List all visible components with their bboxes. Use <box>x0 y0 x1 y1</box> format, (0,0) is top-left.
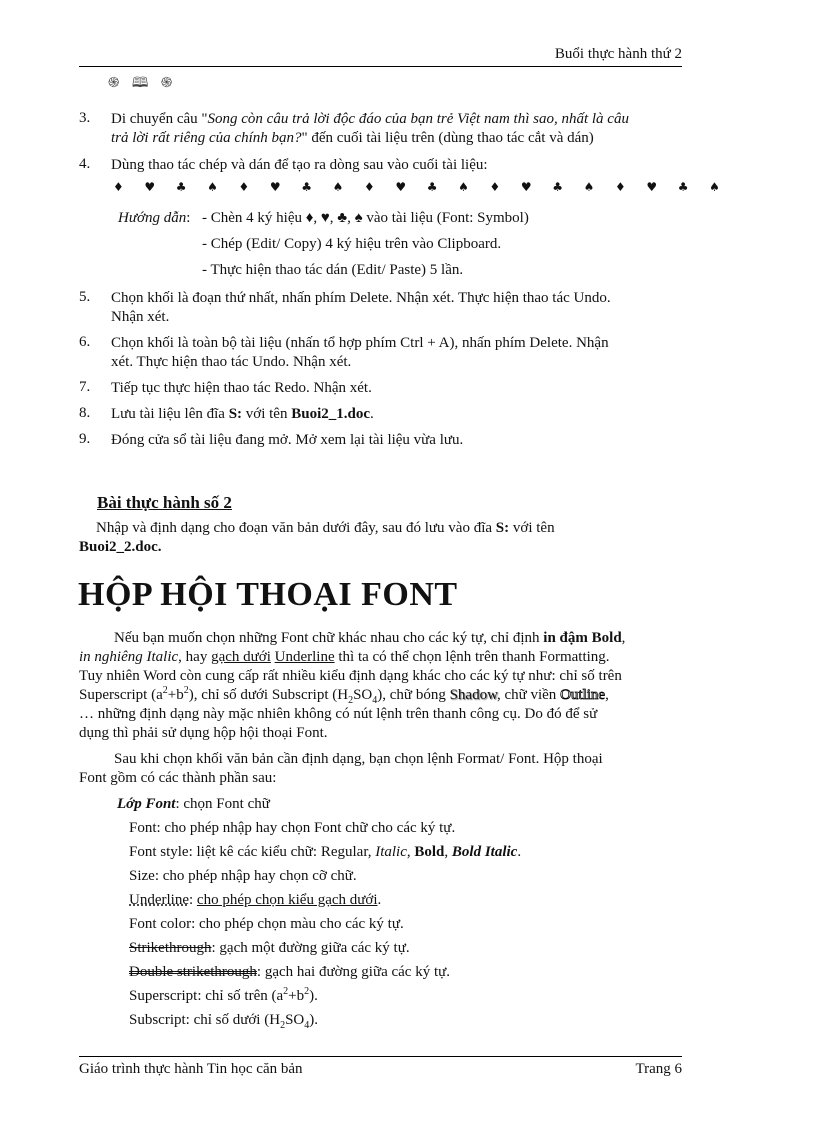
para2-line2: Font gồm có các thành phần sau: <box>79 770 277 786</box>
text: Font style: liệt kê các kiểu chữ: Regular, <box>129 844 376 860</box>
text: : <box>188 892 197 908</box>
text: Superscript (a <box>79 687 163 703</box>
list-number: 5. <box>79 289 91 305</box>
list-number: 7. <box>79 379 91 395</box>
page-header-title: Buổi thực hành thứ 2 <box>554 46 682 62</box>
para1-line1 <box>114 629 625 648</box>
text: Lưu tài liệu lên đĩa <box>111 406 229 422</box>
font-item-style <box>129 844 521 861</box>
para1-line4 <box>79 686 609 705</box>
underline-description: cho phép chọn kiểu gạch dưới <box>196 892 378 908</box>
bold-example: in đậm Bold <box>543 630 622 646</box>
underline-label: Underline <box>129 892 189 908</box>
file-name: Buoi2_1.doc <box>291 406 370 422</box>
card-symbols-row: ♦ ♥ ♣ ♠ ♦ ♥ ♣ ♠ ♦ ♥ ♣ ♠ ♦ ♥ ♣ ♠ ♦ ♥ ♣ ♠ <box>113 180 729 194</box>
subscript: 2 <box>280 1020 286 1031</box>
text: , <box>621 630 626 646</box>
text: Subscript: chỉ số dưới (H <box>129 1012 281 1028</box>
text: +b <box>167 687 184 703</box>
page-number: Trang 6 <box>635 1061 682 1077</box>
ornament: ֍ 🕮 ֍ <box>108 75 177 91</box>
guide-label <box>118 210 190 227</box>
para1-line2 <box>79 648 610 667</box>
text: : gạch hai đường giữa các ký tự. <box>256 964 451 980</box>
guide-line-3: - Thực hiện thao tác dán (Edit/ Paste) 5 lần. <box>202 262 464 278</box>
text: , <box>444 844 452 860</box>
list-item-5-line1: Chọn khối là đoạn thứ nhất, nhấn phím Delete. Nhận xét. Thực hiện thao tác Undo. <box>111 290 611 306</box>
footer-rule <box>79 1056 682 1057</box>
text: ), chữ bóng <box>377 687 450 703</box>
font-tab-line <box>117 795 270 814</box>
drive-name: S: <box>228 406 243 422</box>
text: Nếu bạn muốn chọn những Font chữ khác nhau cho các ký tự, chỉ định <box>114 630 544 646</box>
footer-book-title: Giáo trình thực hành Tin học căn bản <box>79 1061 303 1077</box>
text: SO <box>353 687 373 703</box>
text: Superscript: chỉ số trên (a <box>129 988 284 1004</box>
text: SO <box>285 1012 305 1028</box>
text: thì ta có thể chọn lệnh trên thanh Formatting. <box>334 649 610 665</box>
text: : chọn Font chữ <box>175 796 270 812</box>
font-item-underline <box>129 892 381 909</box>
list-item-6-line2: xét. Thực hiện thao tác Undo. Nhận xét. <box>111 354 352 370</box>
list-item-8-line1 <box>111 405 374 424</box>
text: : <box>186 210 191 226</box>
list-item-6-line1: Chọn khối là toàn bộ tài liệu (nhấn tổ hợp phím Ctrl + A), nhấn phím Delete. Nhận <box>111 335 609 351</box>
list-number: 8. <box>79 405 91 421</box>
outline-example: Outline <box>560 687 606 703</box>
subscript: 4 <box>304 1020 310 1031</box>
list-number: 6. <box>79 334 91 350</box>
text: , <box>605 687 609 703</box>
text: , <box>406 844 415 860</box>
text: với tên <box>509 520 555 536</box>
text: +b <box>288 988 305 1004</box>
font-item-superscript <box>129 988 318 1005</box>
double-strikethrough-label: Double strikethrough <box>129 964 257 980</box>
underline-word: Underline <box>274 649 335 665</box>
text: ). <box>309 988 318 1004</box>
font-item-font: Font: cho phép nhập hay chọn Font chữ cho các ký tự. <box>129 820 456 836</box>
subscript: 4 <box>372 695 378 706</box>
shadow-example: Shadow <box>449 687 497 703</box>
font-item-double-strikethrough <box>129 964 450 981</box>
text: . <box>369 406 374 422</box>
text: . <box>517 844 522 860</box>
list-item-3-line1 <box>111 110 629 129</box>
guide-line-1: - Chèn 4 ký hiệu ♦, ♥, ♣, ♠ vào tài liệu (Font: Symbol) <box>202 210 529 226</box>
guide-line-2: - Chép (Edit/ Copy) 4 ký hiệu trên vào Clipboard. <box>202 236 502 252</box>
list-item-9-line1: Đóng cửa sổ tài liệu đang mở. Mở xem lại tài liệu vừa lưu. <box>111 432 464 448</box>
italic-example: Italic <box>375 844 407 860</box>
text: , chữ viền <box>496 687 561 703</box>
text: " đến cuối tài liệu trên (dùng thao tác cắt và dán) <box>301 130 594 146</box>
text: ), chỉ số dưới Subscript (H <box>188 687 349 703</box>
superscript: 2 <box>162 685 168 696</box>
text: Nhập và định dạng cho đoạn văn bản dưới đây, sau đó lưu vào đĩa <box>96 520 496 536</box>
quoted-sentence-end: trả lời rất riêng của chính bạn? <box>111 130 302 146</box>
file-name: Buoi2_2.doc <box>79 539 158 555</box>
font-dialog-heading: HỘP HỘI THOẠI FONT <box>78 576 458 613</box>
guide-label-text: Hướng dẫn <box>118 210 187 226</box>
font-item-strikethrough <box>129 940 410 957</box>
superscript: 2 <box>283 986 289 997</box>
section-title: Bài thực hành số 2 <box>97 493 232 512</box>
list-number: 3. <box>79 110 91 126</box>
italic-example: in nghiêng Italic <box>79 649 179 665</box>
para1-line6: dụng thì phải sử dụng hộp hội thoại Font. <box>79 725 328 741</box>
text: với tên <box>242 406 292 422</box>
text: . <box>377 892 382 908</box>
list-item-5-line2: Nhận xét. <box>111 309 170 325</box>
quoted-sentence: Song còn câu trả lời độc đáo của bạn trẻ Việt nam thì sao, nhất là câu <box>207 111 629 127</box>
text: : gạch một đường giữa các ký tự. <box>211 940 410 956</box>
superscript: 2 <box>183 685 189 696</box>
text: . <box>157 539 162 555</box>
drive-name: S: <box>495 520 510 536</box>
bold-italic-example: Bold Italic <box>451 844 518 860</box>
para2-line1: Sau khi chọn khối văn bản cần định dạng, bạn chọn lệnh Format/ Font. Hộp thoại <box>114 751 603 767</box>
section-intro-line2 <box>79 539 162 556</box>
underline-example: gạch dưới <box>211 649 271 665</box>
font-item-subscript <box>129 1012 318 1029</box>
header-rule <box>79 66 682 67</box>
font-item-size: Size: cho phép nhập hay chọn cỡ chữ. <box>129 868 357 884</box>
list-number: 9. <box>79 431 91 447</box>
bold-example: Bold <box>414 844 445 860</box>
list-item-3-line2 <box>111 129 594 148</box>
text: Di chuyển câu " <box>111 111 208 127</box>
superscript: 2 <box>304 986 310 997</box>
list-item-4-line1: Dùng thao tác chép và dán để tạo ra dòng sau vào cuối tài liệu: <box>111 157 488 173</box>
para1-line3: Tuy nhiên Word còn cung cấp rất nhiều kiểu định dạng khác cho các ký tự như: chỉ số trên <box>79 668 622 684</box>
font-tab-label: Lớp Font <box>117 796 176 812</box>
text: , hay <box>178 649 212 665</box>
subscript: 2 <box>348 695 354 706</box>
para1-line5: … những định dạng này mặc nhiên không có nút lệnh trên thanh công cụ. Do đó để sử <box>79 706 598 722</box>
text: ). <box>309 1012 318 1028</box>
font-item-color: Font color: cho phép chọn màu cho các ký tự. <box>129 916 404 932</box>
list-item-7-line1: Tiếp tục thực hiện thao tác Redo. Nhận xét. <box>111 380 372 396</box>
section-intro-line1 <box>96 520 555 537</box>
list-number: 4. <box>79 156 91 172</box>
strikethrough-label: Strikethrough <box>129 940 212 956</box>
